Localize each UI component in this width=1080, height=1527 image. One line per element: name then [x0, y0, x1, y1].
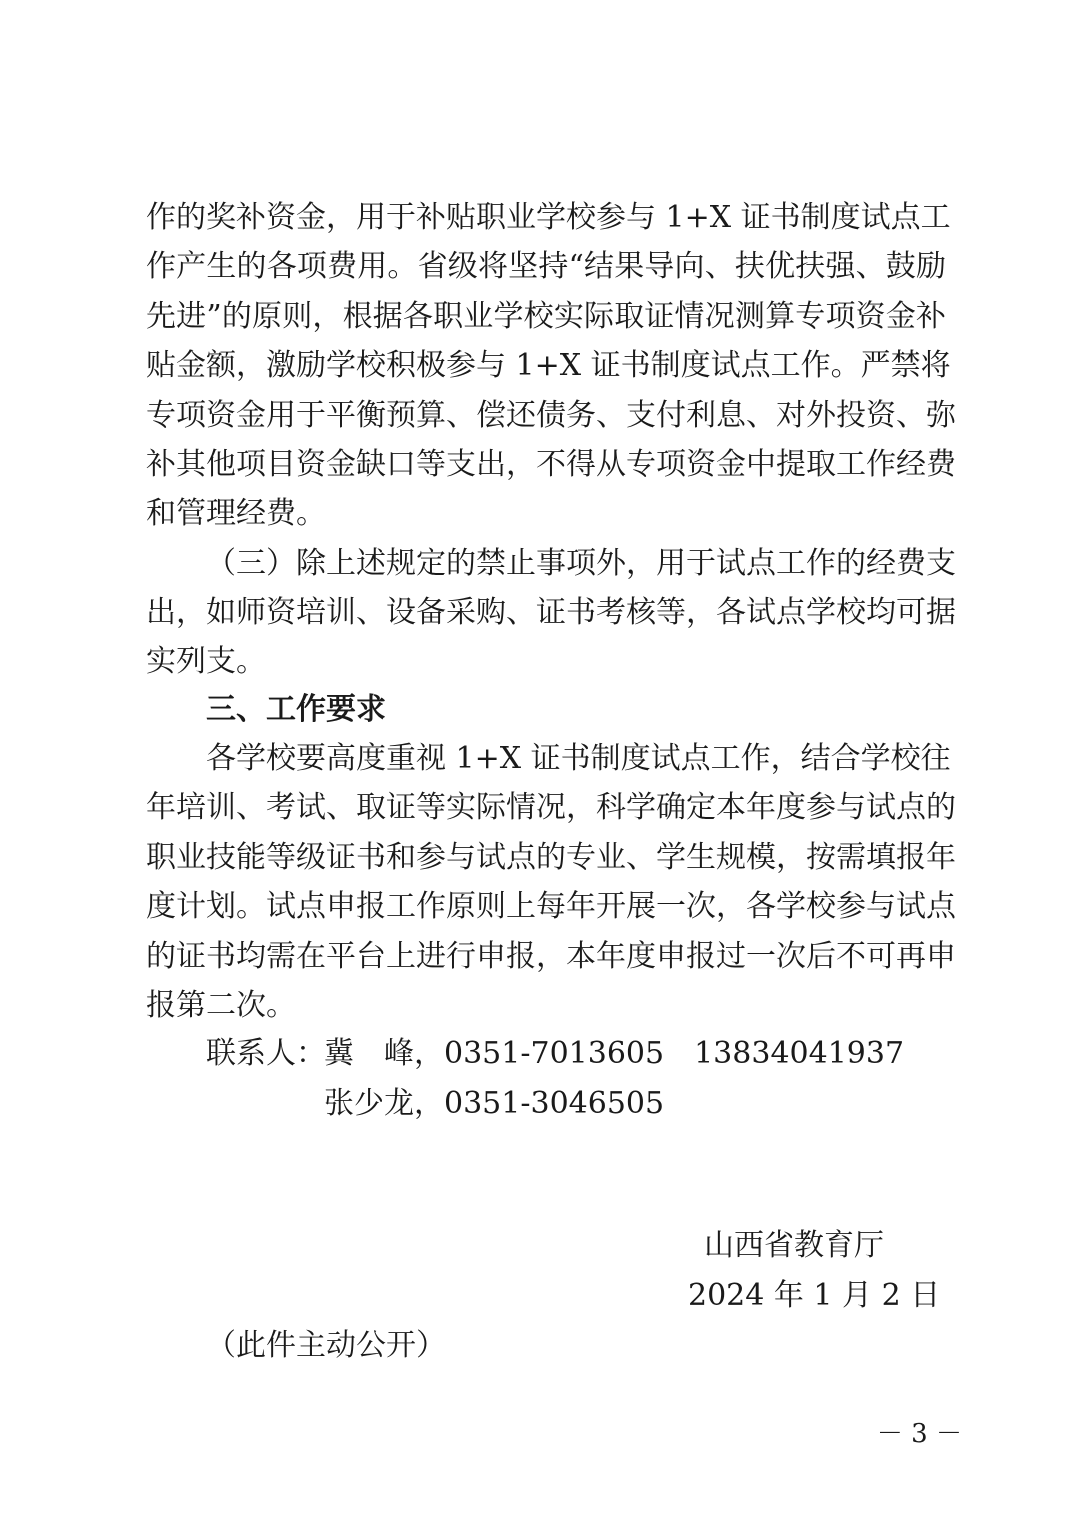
contacts-label: 联系人：	[206, 1036, 326, 1071]
contact-line: 冀 峰，0351-7013605 13834041937	[324, 1036, 905, 1071]
paragraph-line: 专项资金用于平衡预算、偿还债务、支付利息、对外投资、弥	[146, 398, 956, 433]
paragraph-line: 实列支。	[146, 644, 266, 679]
issue-date: 2024 年 1 月 2 日	[688, 1278, 941, 1313]
paragraph-line: 的证书均需在平台上进行申报，本年度申报过一次后不可再申	[146, 939, 956, 974]
paragraph-line: 出，如师资培训、设备采购、证书考核等，各试点学校均可据	[146, 595, 956, 630]
paragraph-line: 各学校要高度重视 1+X 证书制度试点工作，结合学校往	[206, 741, 951, 776]
disclosure-note: （此件主动公开）	[206, 1328, 446, 1363]
paragraph-line: 年培训、考试、取证等实际情况，科学确定本年度参与试点的	[146, 790, 956, 825]
contact-line: 张少龙，0351-3046505	[324, 1086, 665, 1121]
paragraph-line: 职业技能等级证书和参与试点的专业、学生规模，按需填报年	[146, 840, 956, 875]
paragraph-line: （三）除上述规定的禁止事项外，用于试点工作的经费支	[206, 546, 956, 581]
paragraph-line: 度计划。试点申报工作原则上每年开展一次，各学校参与试点	[146, 889, 956, 924]
paragraph-line: 贴金额，激励学校积极参与 1+X 证书制度试点工作。严禁将	[146, 348, 951, 383]
paragraph-line: 作的奖补资金，用于补贴职业学校参与 1+X 证书制度试点工	[146, 200, 951, 235]
paragraph-line: 作产生的各项费用。省级将坚持“结果导向、扶优扶强、鼓励	[146, 249, 946, 284]
page-number: － 3 －	[876, 1419, 962, 1449]
paragraph-line: 和管理经费。	[146, 496, 326, 531]
paragraph-line: 先进”的原则，根据各职业学校实际取证情况测算专项资金补	[146, 299, 946, 334]
issuing-organization: 山西省教育厅	[704, 1228, 884, 1263]
section-heading: 三、工作要求	[206, 692, 386, 727]
paragraph-line: 补其他项目资金缺口等支出，不得从专项资金中提取工作经费	[146, 447, 956, 482]
paragraph-line: 报第二次。	[146, 988, 296, 1023]
